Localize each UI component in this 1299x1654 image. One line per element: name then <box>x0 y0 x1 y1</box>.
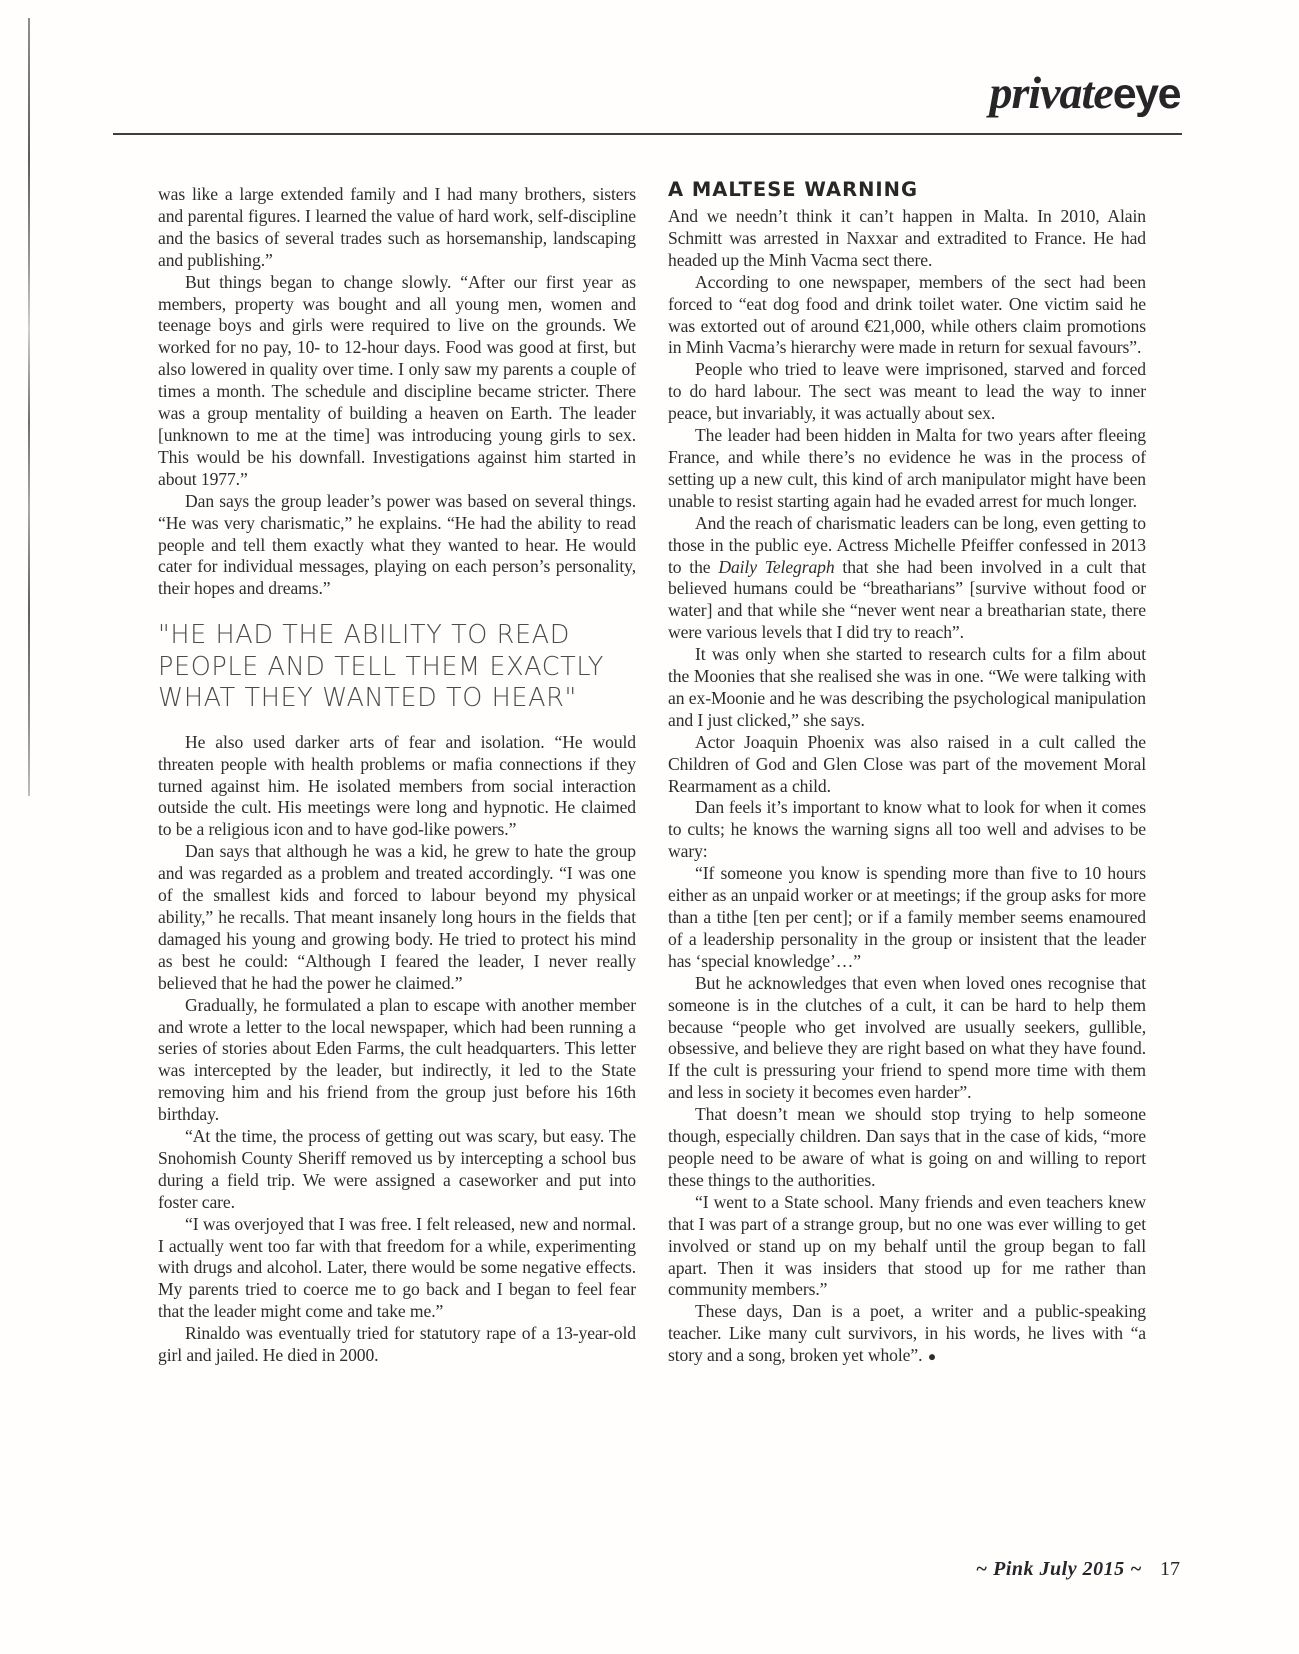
paragraph: And the reach of charismatic leaders can be long, even getting to those in the public eye. Actress Michelle Pfeiffer confessed in 2013 to the Daily Telegraph that she had been involved in a cult that believed humans could be “breatharians” [survive without food or water] and that while she “never went near a breatharian state, there were various levels that I did try to reach”. <box>668 512 1146 643</box>
paragraph: “I was overjoyed that I was free. I felt released, new and normal. I actually went too far with that freedom for a while, experimenting with drugs and alcohol. Later, there would be some negative effects. My parents tried to coerce me to go back and I began to feel fear that the leader might come and take me.” <box>158 1213 636 1322</box>
paragraph: And we needn’t think it can’t happen in Malta. In 2010, Alain Schmitt was arrested in Naxxar and extradited to France. He had headed up the Minh Vacma sect there. <box>668 206 1146 270</box>
magazine-name: ~ Pink July 2015 ~ <box>975 1558 1142 1580</box>
page-binding-line <box>28 18 30 796</box>
page-footer <box>976 1558 1180 1581</box>
masthead-eye-wordmark: eye <box>1112 70 1180 118</box>
article-end-mark-icon: ● <box>922 1349 939 1365</box>
paragraph: But he acknowledges that even when loved ones recognise that someone is in the clutches of a cult, it can be hard to help them because “people who get involved are usually seekers, gullible, obsessive, and believe they are right based on what they have found. If the cult is pressuring your friend to spend more time with them and less in society it becomes even harder”. <box>668 972 1146 1103</box>
paragraph: “I went to a State school. Many friends and even teachers knew that I was part of a strange group, but no one was ever willing to get involved or stand up on my behalf until the group began to fall apart. Then it was insiders that stood up for me rather than community members.” <box>668 1191 1146 1300</box>
masthead <box>989 67 1180 118</box>
section-heading: A MALTESE WARNING <box>668 178 918 201</box>
paragraph: Gradually, he formulated a plan to escape with another member and wrote a letter to the local newspaper, which had been running a series of stories about Eden Farms, the cult headquarters. This letter was intercepted by the leader, but indirectly, it led to the State removing him and his friend from the group just before his 16th birthday. <box>158 994 636 1125</box>
page-number: 17 <box>1160 1558 1180 1580</box>
paragraph: According to one newspaper, members of the sect had been forced to “eat dog food and drink toilet water. One victim said he was extorted out of around €21,000, while others claim promotions in Minh Vacma’s hierarchy were made in return for sexual favours”. <box>668 271 1146 358</box>
paragraph: Rinaldo was eventually tried for statutory rape of a 13-year-old girl and jailed. He died in 2000. <box>158 1323 636 1366</box>
paragraph: “If someone you know is spending more than five to 10 hours either as an unpaid worker or at meetings; if the group asks for more than a tithe [ten per cent]; or if a family member seems enamoured of a leadership personality in the group or insistent that the leader has ‘special knowledge’…” <box>668 863 1146 971</box>
paragraph: That doesn’t mean we should stop trying to help someone though, especially children. Dan says that in the case of kids, “more people need to be aware of what is going on and willing to report these things to the authorities. <box>668 1104 1146 1190</box>
paragraph: Dan says the group leader’s power was based on several things. “He was very charismatic,” he explains. “He had the ability to read people and tell them exactly what they wanted to hear. He would cater for individual messages, playing on each person’s personality, their hopes and dreams.” <box>158 490 636 599</box>
paragraph: He also used darker arts of fear and isolation. “He would threaten people with health problems or mafia connections if they turned against him. He isolated members from social interaction outside the cult. His meetings were long and hypnotic. He claimed to be a religious icon and to have god-like powers.” <box>158 731 636 840</box>
left-column-paragraphs-top <box>158 184 636 600</box>
paragraph: The leader had been hidden in Malta for two years after fleeing France, and while there’s no evidence he was in the process of setting up a new cult, this kind of arch manipulator might have been unable to resist starting again had he evaded arrest for much longer. <box>668 425 1146 511</box>
paragraph: “At the time, the process of getting out was scary, but easy. The Snohomish County Sheriff removed us by intercepting a school bus during a field trip. We were assigned a caseworker and put into foster care. <box>158 1126 636 1212</box>
right-column-paragraphs <box>668 206 1146 1368</box>
masthead-rule <box>113 133 1182 135</box>
left-column-paragraphs-bottom <box>158 732 636 1367</box>
paragraph: Dan says that although he was a kid, he grew to hate the group and was regarded as a problem and treated accordingly. “I was one of the smallest kids and forced to labour beyond my physical ability,” he recalls. That meant insanely long hours in the fields that damaged his young and growing body. He tried to protect his mind as best he could: “Although I feared the leader, I never really believed that he had the power he claimed.” <box>158 841 636 993</box>
right-column <box>668 178 1146 1368</box>
pull-quote: "HE HAD THE ABILITY TO READ PEOPLE AND TELL THEM EXACTLY WHAT THEY WANTED TO HEAR" <box>158 620 604 714</box>
paragraph: It was only when she started to research cults for a film about the Moonies that she realised she was in one. “We were talking with an ex-Moonie and he was describing the psychological manipulation and I just clicked,” she says. <box>668 644 1146 730</box>
paragraph: Actor Joaquin Phoenix was also raised in a cult called the Children of God and Glen Close was part of the movement Moral Rearmament as a child. <box>668 731 1146 796</box>
paragraph: These days, Dan is a poet, a writer and a public-speaking teacher. Like many cult survivors, in his words, he lives with “a story and a song, broken yet whole”. ● <box>668 1301 1146 1366</box>
paragraph: was like a large extended family and I had many brothers, sisters and parental figures. I learned the value of hard work, self-discipline and the basics of several trades such as horsemanship, landscaping and publishing.” <box>158 184 636 270</box>
left-column <box>158 184 636 1367</box>
paragraph: But things began to change slowly. “After our first year as members, property was bought and all young men, women and teenage boys and girls were required to live on the grounds. We worked for no pay, 10- to 12-hour days. Food was good at first, but also lowered in quality over time. I only saw my parents a couple of times a month. The schedule and discipline became stricter. There was a group mentality of building a heaven on Earth. The leader [unknown to me at the time] was introducing young girls to sex. This would be his downfall. Investigations against him started in about 1977.” <box>158 271 636 489</box>
paragraph: Dan feels it’s important to know what to look for when it comes to cults; he knows the warning signs all too well and advises to be wary: <box>668 797 1146 862</box>
paragraph: People who tried to leave were imprisoned, starved and forced to do hard labour. The sect was meant to lead the way to inner peace, but invariably, it was actually about sex. <box>668 359 1146 424</box>
masthead-private-wordmark: private <box>989 67 1113 118</box>
